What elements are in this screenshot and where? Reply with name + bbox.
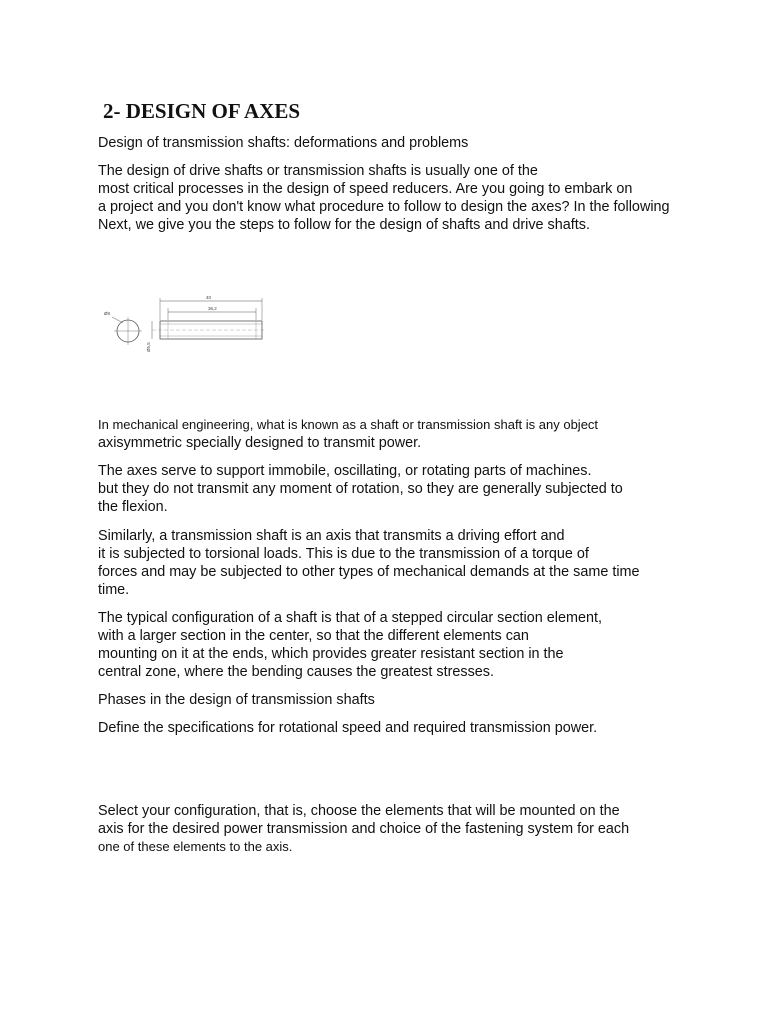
phase-2-line-2: axis for the desired power transmission and choice of the fastening system for each (98, 821, 630, 837)
axes-line-2: but they do not transmit any moment of rotation, so they are generally subjected to (98, 481, 623, 497)
config-line-2: with a larger section in the center, so that the different elements can (98, 628, 529, 644)
config-line-4: central zone, where the bending causes the greatest stresses. (98, 664, 494, 680)
overall-dimension-label: 40 (206, 295, 212, 300)
shaft-line-2: it is subjected to torsional loads. This is due to the transmission of a torque of (98, 546, 589, 562)
axes-line-3: the flexion. (98, 499, 168, 515)
config-line-3: mounting on it at the ends, which provides greater resistant section in the (98, 646, 564, 662)
intro-line-3: a project and you don't know what procedure to follow to design the axes? In the following (98, 199, 670, 215)
phase-2-line-3: one of these elements to the axis. (98, 839, 293, 854)
axes-line-1: The axes serve to support immobile, oscillating, or rotating parts of machines. (98, 463, 592, 479)
intro-line-2: most critical processes in the design of speed reducers. Are you going to embark on (98, 181, 633, 197)
shaft-line-1: Similarly, a transmission shaft is an axis that transmits a driving effort and (98, 528, 565, 544)
definition-line-2: axisymmetric specially designed to transmit power. (98, 435, 422, 451)
phase-2-line-1: Select your configuration, that is, choose the elements that will be mounted on the (98, 803, 620, 819)
section-subtitle: Design of transmission shafts: deformations and problems (98, 135, 469, 151)
body-dimension-label: 36,2 (208, 306, 217, 311)
shaft-drawing (98, 290, 268, 360)
definition-line-1: In mechanical engineering, what is known as a shaft or transmission shaft is any object (98, 417, 599, 432)
intro-line-4: Next, we give you the steps to follow for the design of shafts and drive shafts. (98, 217, 590, 233)
shaft-body (160, 321, 262, 339)
diameter-leader (112, 317, 123, 323)
config-line-1: The typical configuration of a shaft is that of a stepped circular section element, (98, 610, 602, 626)
height-dimension-label: Ø5,5 (146, 342, 151, 352)
shaft-drawing-svg (98, 290, 268, 360)
shaft-line-3: forces and may be subjected to other types of mechanical demands at the same time (98, 564, 640, 580)
section-heading: 2- DESIGN OF AXES (103, 99, 301, 123)
intro-line-1: The design of drive shafts or transmission shafts is usually one of the (98, 163, 538, 179)
shaft-line-4: time. (98, 582, 130, 598)
diameter-dimension-label: Ø8 (104, 311, 111, 316)
phases-title: Phases in the design of transmission shafts (98, 692, 375, 708)
phase-1-text: Define the specifications for rotational speed and required transmission power. (98, 720, 598, 736)
